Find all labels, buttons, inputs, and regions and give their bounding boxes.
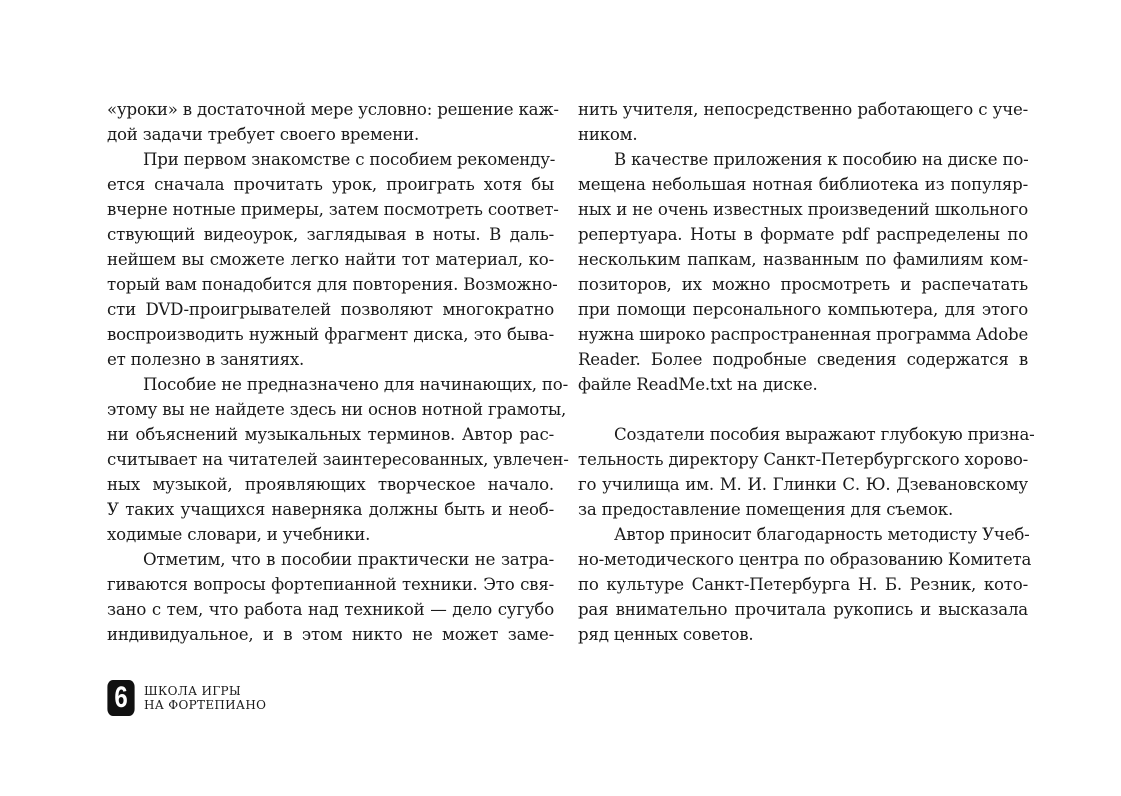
text-line: зано с тем, что работа над техникой — дело сугубо <box>107 600 554 619</box>
text-line: тельность директору Санкт-Петербургского хорово- <box>578 450 1029 469</box>
text-line: файле ReadMe.txt на диске. <box>578 375 818 394</box>
text-line: ных музыкой, проявляющих творческое начало. <box>107 475 554 494</box>
text-line: ни объяснений музыкальных терминов. Автор рас- <box>107 425 554 444</box>
text-line: «уроки» в достаточной мере условно: решение каж- <box>107 100 559 119</box>
paragraph <box>107 547 554 647</box>
text-line: ствующий видеоурок, заглядывая в ноты. В даль- <box>107 225 554 244</box>
book-title-line: ШКОЛА ИГРЫ <box>144 684 242 698</box>
text-line: по культуре Санкт-Петербурга Н. Б. Резник, кото- <box>578 575 1028 594</box>
text-line: нейшем вы сможете легко найти тот материал, ко- <box>107 250 554 269</box>
page-footer <box>104 680 266 716</box>
text-line: нужна широко распространенная программа Adobe <box>578 325 1029 344</box>
text-line: за предоставление помещения для съемок. <box>578 500 954 519</box>
text-line: при помощи персонального компьютера, для этого <box>578 300 1028 319</box>
text-line: сти DVD-проигрывателей позволяют многократно <box>107 300 554 319</box>
text-line: Автор приносит благодарность методисту Учеб- <box>614 525 1030 544</box>
text-line: ником. <box>578 125 638 144</box>
text-line: В качестве приложения к пособию на диске по- <box>614 150 1029 169</box>
book-title <box>144 684 266 712</box>
paragraph <box>107 372 569 547</box>
text-line: ных и не очень известных произведений школьного <box>578 200 1028 219</box>
text-line: Создатели пособия выражают глубокую призна- <box>614 425 1035 444</box>
text-line: Reader. Более подробные сведения содержатся в <box>578 350 1028 369</box>
text-line: вчерне нотные примеры, затем посмотреть соответ- <box>107 200 559 219</box>
text-line: мещена небольшая нотная библиотека из популяр- <box>578 175 1028 194</box>
text-line: репертуара. Ноты в формате pdf распределены по <box>578 225 1028 244</box>
text-line: ходимые словари, и учебники. <box>107 525 371 544</box>
text-line: индивидуальное, и в этом никто не может заме- <box>107 625 554 644</box>
paragraph <box>107 97 559 147</box>
book-title-line: НА ФОРТЕПИАНО <box>144 698 267 712</box>
paragraph <box>578 422 1035 522</box>
paragraph <box>578 147 1028 397</box>
text-line: позиторов, их можно просмотреть и распечатать <box>578 275 1028 294</box>
text-line: но-методического центра по образованию Комитета <box>578 550 1032 569</box>
text-line: ется сначала прочитать урок, проиграть хотя бы <box>107 175 554 194</box>
text-line: этому вы не найдете здесь ни основ нотной грамоты, <box>107 400 567 419</box>
paragraph <box>578 522 1032 647</box>
text-line: гиваются вопросы фортепианной техники. Это свя- <box>107 575 554 594</box>
text-line: У таких учащихся наверняка должны быть и необ- <box>107 500 554 519</box>
text-line: нескольким папкам, названным по фамилиям ком- <box>578 250 1028 269</box>
page-number: 6 <box>107 680 134 716</box>
text-line: Пособие не предназначено для начинающих, по- <box>143 375 568 394</box>
text-line: дой задачи требует своего времени. <box>107 125 420 144</box>
text-line: воспроизводить нужный фрагмент диска, это быва- <box>107 325 554 344</box>
text-line: нить учителя, непосредственно работающего с уче- <box>578 100 1028 119</box>
paragraph <box>107 147 559 372</box>
text-line: торый вам понадобится для повторения. Возможно- <box>107 275 558 294</box>
text-line: При первом знакомстве с пособием рекоменду- <box>143 150 556 169</box>
text-line: Отметим, что в пособии практически не затра- <box>143 550 554 569</box>
paragraph-gap <box>578 397 1028 422</box>
left-text-column <box>107 97 569 647</box>
paragraph <box>578 97 1028 147</box>
text-line: го училища им. М. И. Глинки С. Ю. Дзевановскому <box>578 475 1028 494</box>
text-line: ряд ценных советов. <box>578 625 754 644</box>
right-text-column <box>578 97 1035 647</box>
text-line: считывает на читателей заинтересованных, увлечен- <box>107 450 569 469</box>
text-line: ет полезно в занятиях. <box>107 350 305 369</box>
text-line: рая внимательно прочитала рукопись и высказала <box>578 600 1028 619</box>
